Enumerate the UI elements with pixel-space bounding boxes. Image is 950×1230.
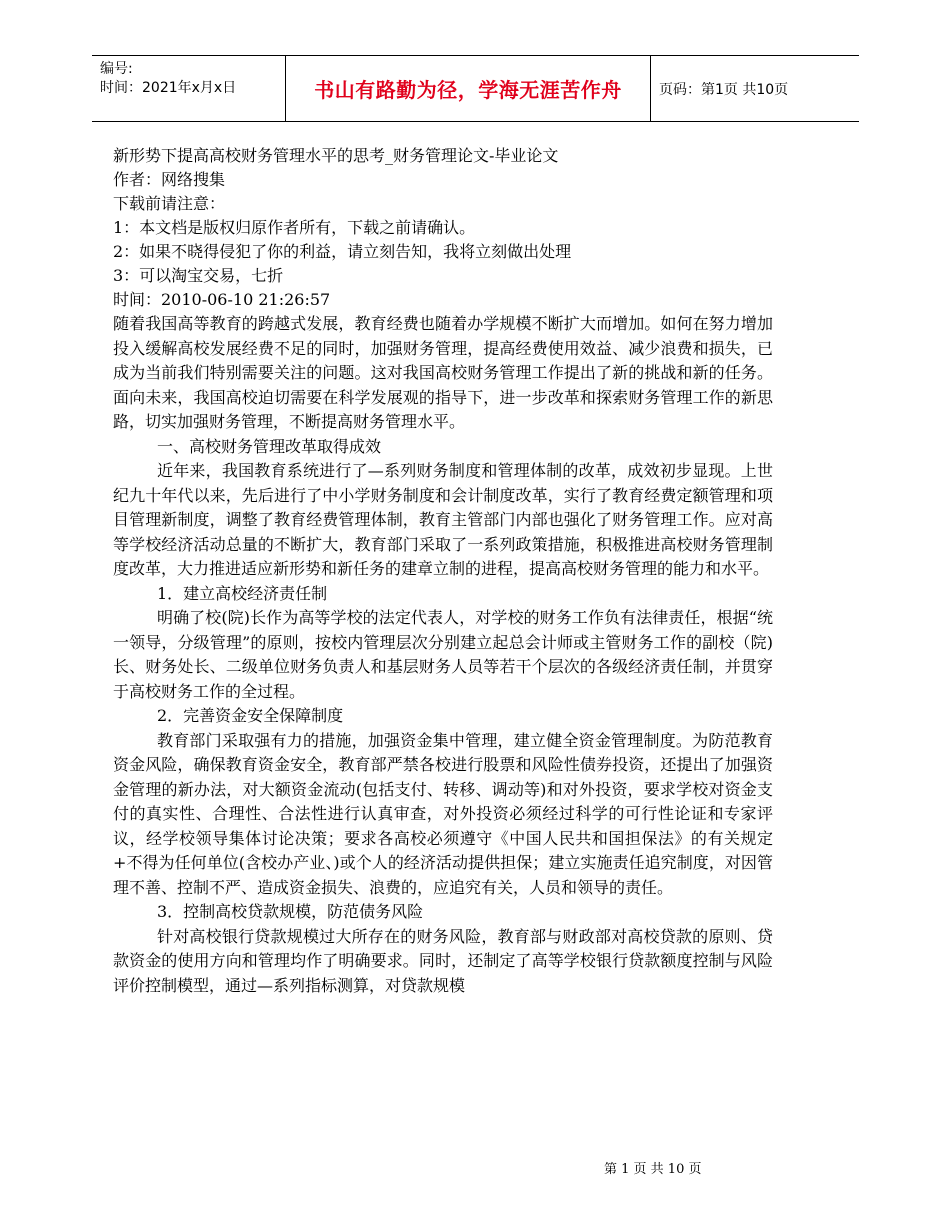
document-content bbox=[113, 144, 773, 998]
subsection-heading: 1．建立高校经济责任制 bbox=[157, 583, 328, 603]
document-title: 新形势下提高高校财务管理水平的思考_财务管理论文-毕业论文 bbox=[113, 146, 559, 165]
document-time: 时间：2010-06-10 21:26:57 bbox=[113, 290, 331, 309]
section-heading: 一、高校财务管理改革取得成效 bbox=[157, 436, 382, 456]
document-header bbox=[92, 55, 859, 122]
header-page-cell bbox=[651, 56, 859, 121]
notice-item: 2：如果不晓得侵犯了你的利益，请立刻告知，我将立刻做出处理 bbox=[113, 242, 572, 261]
notice-heading: 下载前请注意： bbox=[113, 194, 226, 213]
notice-item: 3：可以淘宝交易，七折 bbox=[113, 266, 284, 285]
subsection-heading: 3．控制高校贷款规模，防范债务风险 bbox=[157, 902, 424, 921]
motto-text: 书山有路勤为径，学海无涯苦作舟 bbox=[314, 78, 622, 102]
subsection-heading: 2．完善资金安全保障制度 bbox=[157, 706, 344, 725]
number-label: 编号: bbox=[100, 61, 133, 77]
paragraph: 近年来，我国教育系统进行了—系列财务制度和管理体制的改革，成效初步显现。上世纪九十年代以来，先后进行了中小学财务制度和会计制度改革，实行了教育经费定额管理和项目管理新制度，调整了教育经费管理体制，教育主管部门内部也强化了财务管理工作。应对高等学校经济活动总量的不断扩大，教育部门采取了一系列政策措施，积极推进高校财务管理制度改革，大力推进适应新形势和新任务的建章立制的进程，提高高校财务管理的能力和水平。 bbox=[113, 461, 773, 578]
document-author: 作者：网络搜集 bbox=[113, 170, 226, 189]
document-body bbox=[113, 312, 773, 998]
notice-item: 1：本文档是版权归原作者所有，下载之前请确认。 bbox=[113, 218, 476, 237]
time-label: 时间：2021年x月x日 bbox=[100, 80, 237, 96]
header-meta bbox=[92, 56, 286, 121]
paragraph: 针对高校银行贷款规模过大所存在的财务风险，教育部与财政部对高校贷款的原则、贷款资金的使用方向和管理均作了明确要求。同时，还制定了高等学校银行贷款额度控制与风险评价控制模型，通过—系列指标测算，对贷款规模 bbox=[113, 926, 773, 995]
page-info: 页码：第1页 共10页 bbox=[659, 81, 789, 98]
header-motto-cell bbox=[286, 56, 651, 121]
paragraph: 教育部门采取强有力的措施，加强资金集中管理，建立健全资金管理制度。为防范教育资金风险，确保教育资金安全，教育部严禁各校进行股票和风险性债券投资，还提出了加强资金管理的新办法，对大额资金流动(包括支付、转移、调动等)和对外投资，要求学校对资金支付的真实性、合理性、合法性进行认真审查，对外投资必须经过科学的可行性论证和专家评议，经学校领导集体讨论决策；要求各高校必须遵守《中国人民共和国担保法》的有关规定+不得为任何单位(含校办产业、)或个人的经济活动提供担保；建立实施责任追究制度，对因管理不善、控制不严、造成资金损失、浪费的，应追究有关，人员和领导的责任。 bbox=[113, 730, 773, 897]
paragraph: 随着我国高等教育的跨越式发展，教育经费也随着办学规模不断扩大而增加。如何在努力增加投入缓解高校发展经费不足的同时，加强财务管理，提高经费使用效益、减少浪费和损失，已成为当前我们特别需要关注的问题。这对我国高校财务管理工作提出了新的挑战和新的任务。面向未来，我国高校迫切需要在科学发展观的指导下，进一步改革和探索财务管理工作的新思路，切实加强财务管理，不断提高财务管理水平。 bbox=[113, 314, 773, 431]
paragraph: 明确了校(院)长作为高等学校的法定代表人，对学校的财务工作负有法律责任，根据“统一领导，分级管理”的原则，按校内管理层次分别建立起总会计师或主管财务工作的副校（院)长、财务处长、二级单位财务负责人和基层财务人员等若干个层次的各级经济责任制，并贯穿于高校财务工作的全过程。 bbox=[113, 608, 773, 701]
page-footer: 第 1 页 共 10 页 bbox=[604, 1162, 702, 1177]
